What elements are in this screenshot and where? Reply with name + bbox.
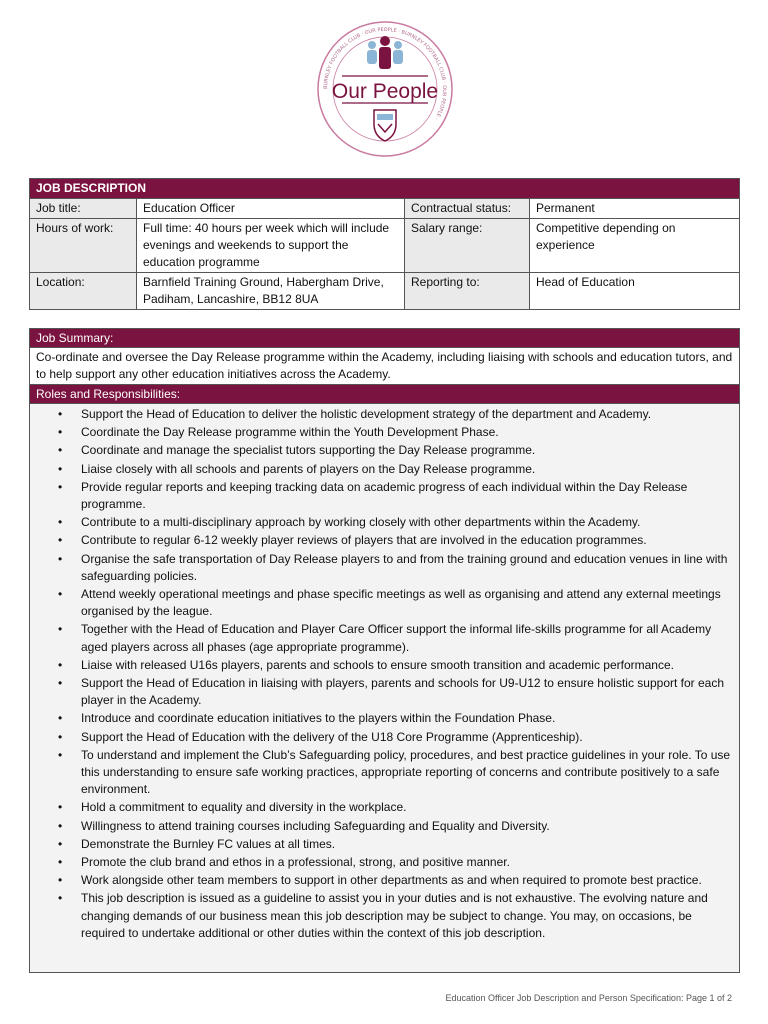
job-table-row — [30, 199, 740, 219]
role-item: • To understand and implement the Club’s Safeguarding policy, procedures, and best practice guidelines in your role. To use this understanding to ensure safe working practices, appropriate reporting of concerns and contribute positively to a safe environment. — [81, 747, 731, 799]
role-item: • Coordinate the Day Release programme within the Youth Development Phase. — [81, 424, 731, 441]
job-title-label: Job title: — [30, 199, 137, 219]
job-summary-text: Co-ordinate and oversee the Day Release programme within the Academy, including liaising with schools and education tutors, and to help support any other education initiatives across the Academy. — [30, 348, 739, 385]
role-item: • Willingness to attend training courses including Safeguarding and Equality and Diversity. — [81, 818, 731, 835]
role-item: • Coordinate and manage the specialist tutors supporting the Day Release programme. — [81, 442, 731, 459]
role-item: • Support the Head of Education with the delivery of the U18 Core Programme (Apprenticeship). — [81, 729, 731, 746]
role-item: • Attend weekly operational meetings and phase specific meetings as well as organising and attend any external meetings organised by the league. — [81, 586, 731, 620]
job-details-section — [29, 328, 740, 973]
roles-list — [30, 404, 739, 942]
role-item: • Support the Head of Education in liaising with players, parents and schools for U9-U12 to ensure holistic support for each player in the Academy. — [81, 675, 731, 709]
role-item: • Contribute to regular 6-12 weekly player reviews of players that are involved in the education programmes. — [81, 532, 731, 549]
location-value: Barnfield Training Ground, Habergham Drive, Padiham, Lancashire, BB12 8UA — [137, 273, 405, 310]
role-item: • This job description is issued as a guideline to assist you in your duties and is not exhaustive. The evolving nature and changing demands of our business mean this job description may be subject to change. You may, on occasions, be required to undertake additional or other duties within the context of this job description. — [81, 890, 731, 942]
people-icon — [367, 36, 403, 69]
contractual-status-value: Permanent — [530, 199, 740, 219]
job-table-row — [30, 219, 740, 273]
role-item: • Together with the Head of Education and Player Care Officer support the informal life-skills programme for all Academy aged players across all phases (age appropriate programme). — [81, 621, 731, 655]
role-item: • Organise the safe transportation of Day Release players to and from the training ground and education venues in line with safeguarding policies. — [81, 551, 731, 585]
location-label: Location: — [30, 273, 137, 310]
job-summary-heading: Job Summary: — [30, 329, 739, 348]
role-item: • Support the Head of Education to deliver the holistic development strategy of the department and Academy. — [81, 406, 731, 423]
role-item: • Promote the club brand and ethos in a professional, strong, and positive manner. — [81, 854, 731, 871]
reporting-label: Reporting to: — [405, 273, 530, 310]
role-item: • Work alongside other team members to support in other departments as and when required to promote best practice. — [81, 872, 731, 889]
roles-heading: Roles and Responsibilities: — [30, 385, 739, 404]
page-footer: Education Officer Job Description and Person Specification: Page 1 of 2 — [445, 993, 732, 1003]
club-crest-icon — [374, 110, 396, 141]
reporting-value: Head of Education — [530, 273, 740, 310]
salary-label: Salary range: — [405, 219, 530, 273]
hours-label: Hours of work: — [30, 219, 137, 273]
logo-ring-text: BURNLEY FOOTBALL CLUB · OUR PEOPLE · BURNLEY FOOTBALL CLUB · OUR PEOPLE · — [322, 26, 448, 121]
our-people-logo — [316, 20, 454, 158]
role-item: • Contribute to a multi-disciplinary approach by working closely with other departments within the Academy. — [81, 514, 731, 531]
job-title-value: Education Officer — [137, 199, 405, 219]
salary-value: Competitive depending on experience — [530, 219, 740, 273]
hours-value: Full time: 40 hours per week which will include evenings and weekends to support the education programme — [137, 219, 405, 273]
contractual-status-label: Contractual status: — [405, 199, 530, 219]
job-table-header-row — [30, 179, 740, 199]
logo-title: Our People — [331, 80, 439, 103]
role-item: • Hold a commitment to equality and diversity in the workplace. — [81, 799, 731, 816]
role-item: • Demonstrate the Burnley FC values at all times. — [81, 836, 731, 853]
job-table-row — [30, 273, 740, 310]
job-table-heading: JOB DESCRIPTION — [30, 179, 740, 199]
job-description-table — [29, 178, 740, 310]
role-item: • Introduce and coordinate education initiatives to the players within the Foundation Phase. — [81, 710, 731, 727]
role-item: • Liaise with released U16s players, parents and schools to ensure smooth transition and academic performance. — [81, 657, 731, 674]
role-item: • Liaise closely with all schools and parents of players on the Day Release programme. — [81, 461, 731, 478]
role-item: • Provide regular reports and keeping tracking data on academic progress of each individual within the Day Release programme. — [81, 479, 731, 513]
